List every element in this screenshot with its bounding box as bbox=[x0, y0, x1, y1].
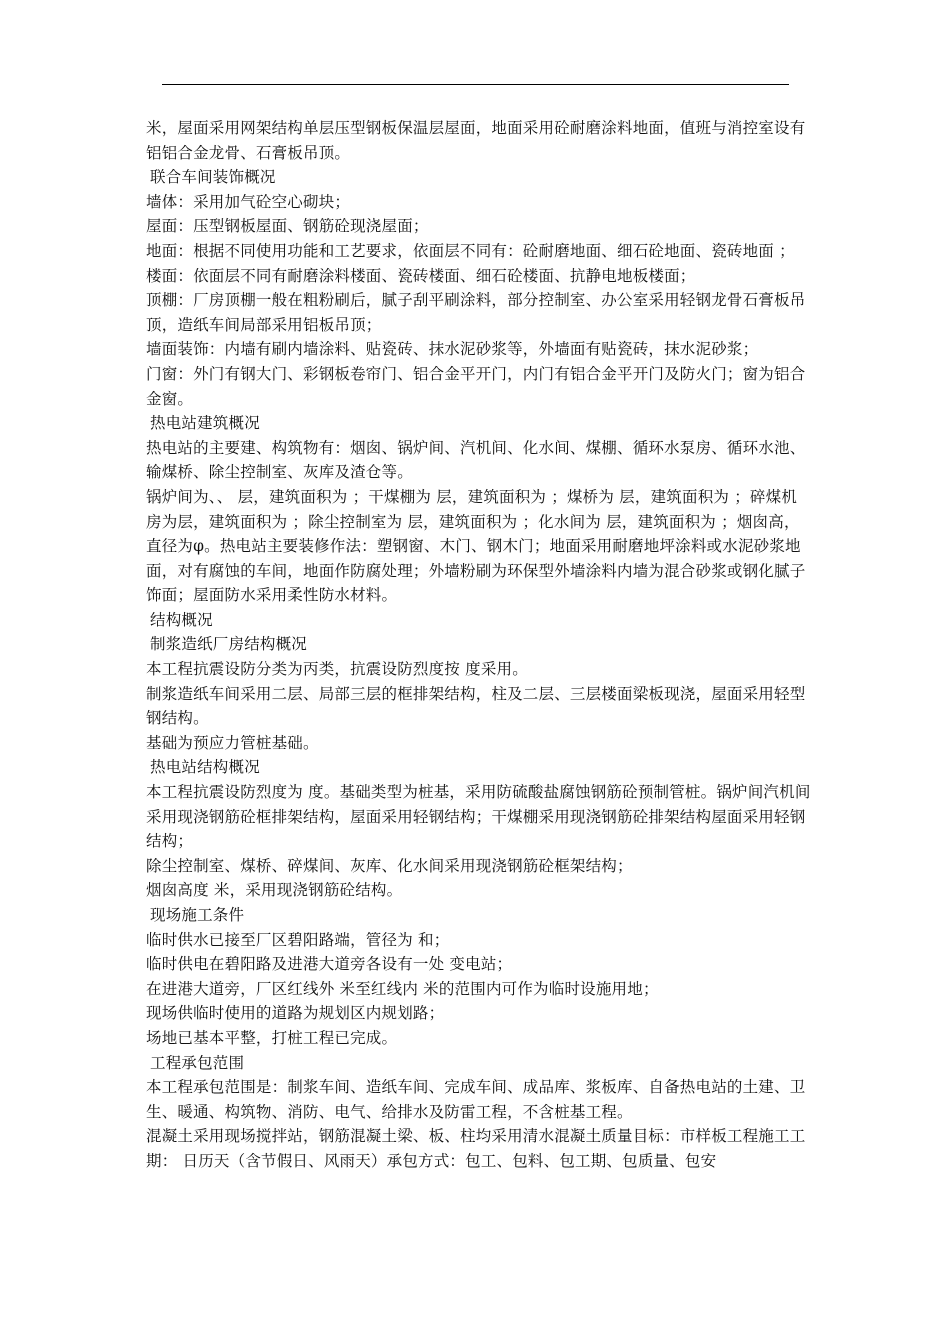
paragraph: 除尘控制室、煤桥、碎煤间、灰库、化水间采用现浇钢筋砼框架结构； bbox=[146, 856, 633, 875]
paragraph: 地面：根据不同使用功能和工艺要求，依面层不同有：砼耐磨地面、细石砼地面、瓷砖地面 ； bbox=[146, 241, 795, 260]
paragraph: 热电站的主要建、构筑物有：烟囱、锅炉间、汽机间、化水间、煤棚、循环水泵房、循环水池、输煤桥、除尘控制室、灰库及渣仓等。 bbox=[146, 438, 806, 482]
paragraph: 楼面：依面层不同有耐磨涂料楼面、瓷砖楼面、细石砼楼面、抗静电地板楼面； bbox=[146, 266, 696, 285]
section-heading: 制浆造纸厂房结构概况 bbox=[150, 635, 308, 654]
section-heading: 结构概况 bbox=[150, 610, 213, 629]
section-heading: 热电站结构概况 bbox=[150, 758, 260, 777]
paragraph: 临时供电在碧阳路及进港大道旁各设有一处 变电站； bbox=[146, 955, 513, 974]
paragraph: 基础为预应力管桩基础。 bbox=[146, 733, 319, 752]
paragraph: 本工程抗震设防分类为丙类，抗震设防烈度按 度采用。 bbox=[146, 660, 528, 679]
header-rule bbox=[162, 84, 789, 85]
paragraph: 本工程抗震设防烈度为 度。基础类型为桩基，采用防硫酸盐腐蚀钢筋砼预制管桩。锅炉间汽机间采用现浇钢筋砼框排架结构，屋面采用轻钢结构；干煤棚采用现浇钢筋砼排架结构屋面采用轻钢结构； bbox=[146, 783, 811, 851]
section-heading: 工程承包范围 bbox=[150, 1053, 245, 1072]
paragraph: 混凝土采用现场搅拌站，钢筋混凝土梁、板、柱均采用清水混凝土质量目标：市样板工程施工工期： 日历天（含节假日、风雨天）承包方式：包工、包料、包工期、包质量、包安 bbox=[146, 1127, 806, 1170]
paragraph: 锅炉间为、、 层，建筑面积为 ；干煤棚为 层，建筑面积为 ；煤桥为 层，建筑面积为 ；碎煤机房为层，建筑面积为 ；除尘控制室为 层，建筑面积为 ；化水间为 层，建筑面积为 ；烟囱高，直径为φ。热电站主要装修作法：塑钢窗、木门、钢木门；地面采用耐磨地坪涂料或水泥砂浆地面，对有腐蚀的车间，地面作防腐处理；外墙粉刷为环保型外墙涂料内墙为混合砂浆或钢化腻子饰面；屋面防水采用柔性防水材料。 bbox=[146, 487, 806, 605]
section-heading: 联合车间装饰概况 bbox=[150, 168, 276, 187]
section-heading: 现场施工条件 bbox=[150, 906, 245, 924]
paragraph: 在进港大道旁，厂区红线外 米至红线内 米的范围内可作为临时设施用地； bbox=[146, 979, 659, 998]
section-heading: 热电站建筑概况 bbox=[150, 414, 260, 433]
paragraph: 墙体：采用加气砼空心砌块； bbox=[146, 192, 351, 211]
paragraph: 屋面：压型钢板屋面、钢筋砼现浇屋面； bbox=[146, 217, 429, 236]
paragraph: 米，屋面采用网架结构单层压型钢板保温层屋面，地面采用砼耐磨涂料地面，值班与消控室设有铝铝合金龙骨、石膏板吊顶。 bbox=[146, 119, 806, 162]
paragraph: 场地已基本平整，打桩工程已完成。 bbox=[146, 1028, 398, 1047]
paragraph: 制浆造纸车间采用二层、局部三层的框排架结构，柱及二层、三层楼面梁板现浇，屋面采用轻型钢结构。 bbox=[146, 684, 806, 728]
paragraph: 本工程承包范围是：制浆车间、造纸车间、完成车间、成品库、浆板库、自备热电站的土建、卫生、暖通、构筑物、消防、电气、给排水及防雷工程，不含桩基工程。 bbox=[146, 1078, 806, 1121]
document-body bbox=[146, 116, 811, 1174]
paragraph: 现场供临时使用的道路为规划区内规划路； bbox=[146, 1004, 445, 1023]
paragraph: 门窗：外门有钢大门、彩钢板卷帘门、铝合金平开门，内门有铝合金平开门及防火门；窗为铝合金窗。 bbox=[146, 364, 806, 408]
paragraph: 顶棚：厂房顶棚一般在粗粉刷后，腻子刮平刷涂料，部分控制室、办公室采用轻钢龙骨石膏板吊顶，造纸车间局部采用铝板吊顶； bbox=[146, 291, 806, 334]
paragraph: 墙面装饰：内墙有刷内墙涂料、贴瓷砖、抹水泥砂浆等，外墙面有贴瓷砖，抹水泥砂浆； bbox=[146, 340, 759, 359]
paragraph: 烟囱高度 米，采用现浇钢筋砼结构。 bbox=[146, 881, 403, 900]
paragraph: 临时供水已接至厂区碧阳路端，管径为 和； bbox=[146, 930, 450, 949]
